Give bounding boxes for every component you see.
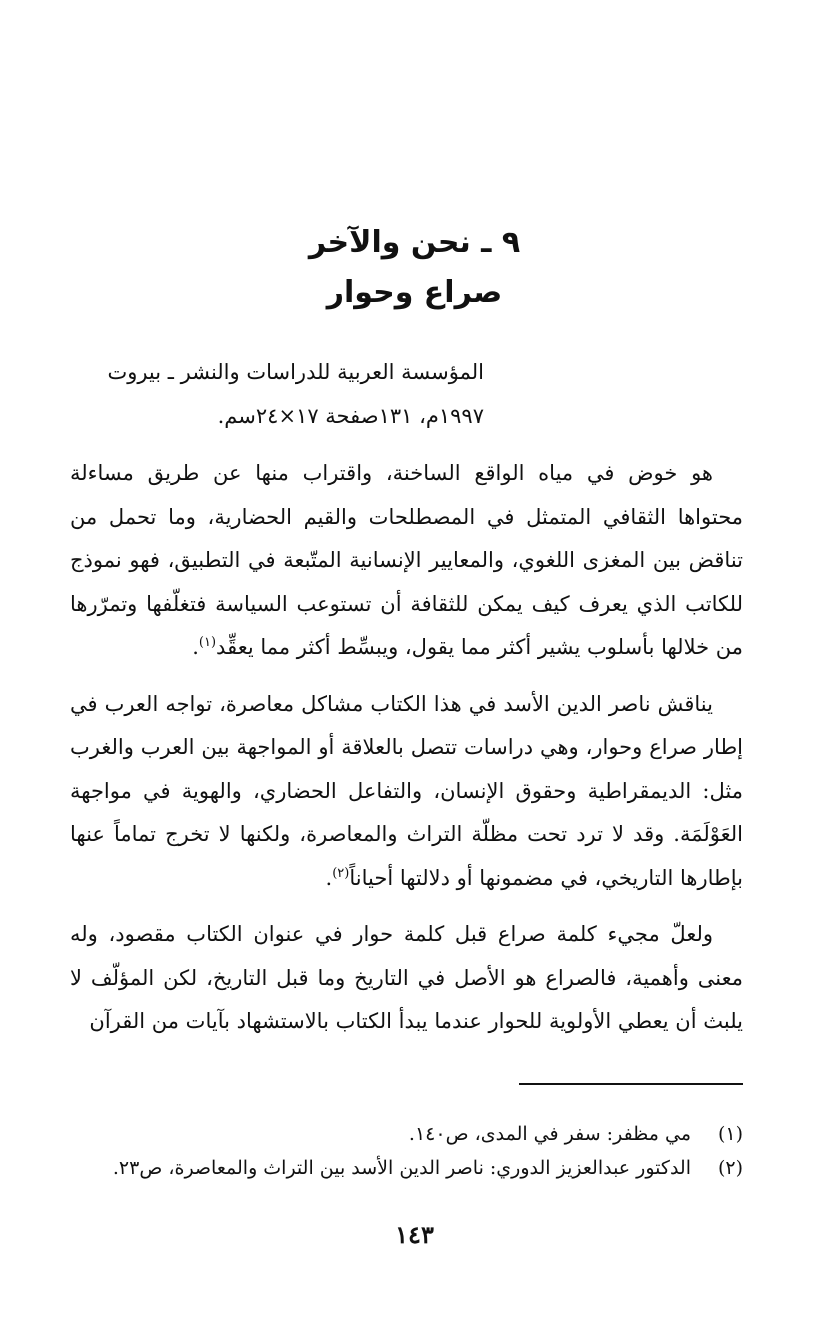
- page-number: ١٤٣: [395, 1220, 434, 1249]
- publication-info: [70, 350, 484, 438]
- chapter-title-line2: صراع وحوار: [326, 275, 503, 310]
- footnote-ref-2[interactable]: (٢): [332, 865, 350, 881]
- footnote-separator: [519, 1083, 743, 1085]
- footnotes: [70, 1117, 743, 1185]
- paragraph-1-end: .: [192, 635, 199, 659]
- footnote-1-number: (١): [717, 1123, 743, 1145]
- paragraph-1: [70, 452, 743, 670]
- footnote-2-text: الدكتور عبدالعزيز الدوري: ناصر الدين الأسد بين التراث والمعاصرة، ص٢٣.: [112, 1157, 691, 1179]
- body-text: [70, 452, 743, 1057]
- footnote-ref-1[interactable]: (١): [198, 635, 217, 650]
- footnote-2-number: (٢): [717, 1157, 743, 1179]
- chapter-title: [0, 218, 829, 318]
- footnote-1: [70, 1117, 743, 1151]
- footnote-1-text: مي مظفر: سفر في المدى، ص١٤٠.: [408, 1123, 691, 1145]
- publication-line2: ١٩٩٧م، ١٣١صفحة ١٧×٢٤سم.: [217, 404, 484, 428]
- paragraph-2-text: يناقش ناصر الدين الأسد في هذا الكتاب مشاكل معاصرة، تواجه العرب في إطار صراع وحوار، وهي دراسات تتصل بالعلاقة أو المواجهة بين العرب والغرب مثل: الديمقراطية وحقوق الإنسان، والتفاعل الحضاري، والهوية في مواجهة العَوْلَمَة. وقد لا ترد تحت مظلّة التراث والمعاصرة، ولكنها لا تخرج تماماً عنها بإطارها التاريخي، في مضمونها أو دلالتها أحياناً: [70, 691, 743, 890]
- footnote-2: [70, 1151, 743, 1185]
- paragraph-2: [70, 683, 743, 901]
- publication-line1: المؤسسة العربية للدراسات والنشر ـ بيروت: [107, 360, 484, 384]
- paragraph-3-text: ولعلّ مجيء كلمة صراع قبل كلمة حوار في عنوان الكتاب مقصود، وله معنى وأهمية، فالصراع هو الأصل في التاريخ وما قبل التاريخ، لكن المؤلّف لا يلبث أن يعطي الأولوية للحوار عندما يبدأ الكتاب بالاستشهاد بآيات من القرآن: [70, 922, 743, 1033]
- paragraph-3: [70, 913, 743, 1044]
- paragraph-1-text: هو خوض في مياه الواقع الساخنة، واقتراب منها عن طريق مساءلة محتواها الثقافي المتمثل في المصطلحات والقيم الحضارية، وما تحمل من تناقض بين المغزى اللغوي، والمعايير الإنسانية المتّبعة في التطبيق، فهو نموذج للكاتب الذي يعرف كيف يمكن للثقافة أن تستوعب السياسة فتغلّفها وتمرّرها من خلالها بأسلوب يشير أكثر مما يقول، ويبسِّط أكثر مما يعقِّد: [70, 461, 743, 659]
- paragraph-2-end: .: [325, 865, 333, 890]
- chapter-title-line1: ٩ ـ نحن والآخر: [308, 225, 521, 260]
